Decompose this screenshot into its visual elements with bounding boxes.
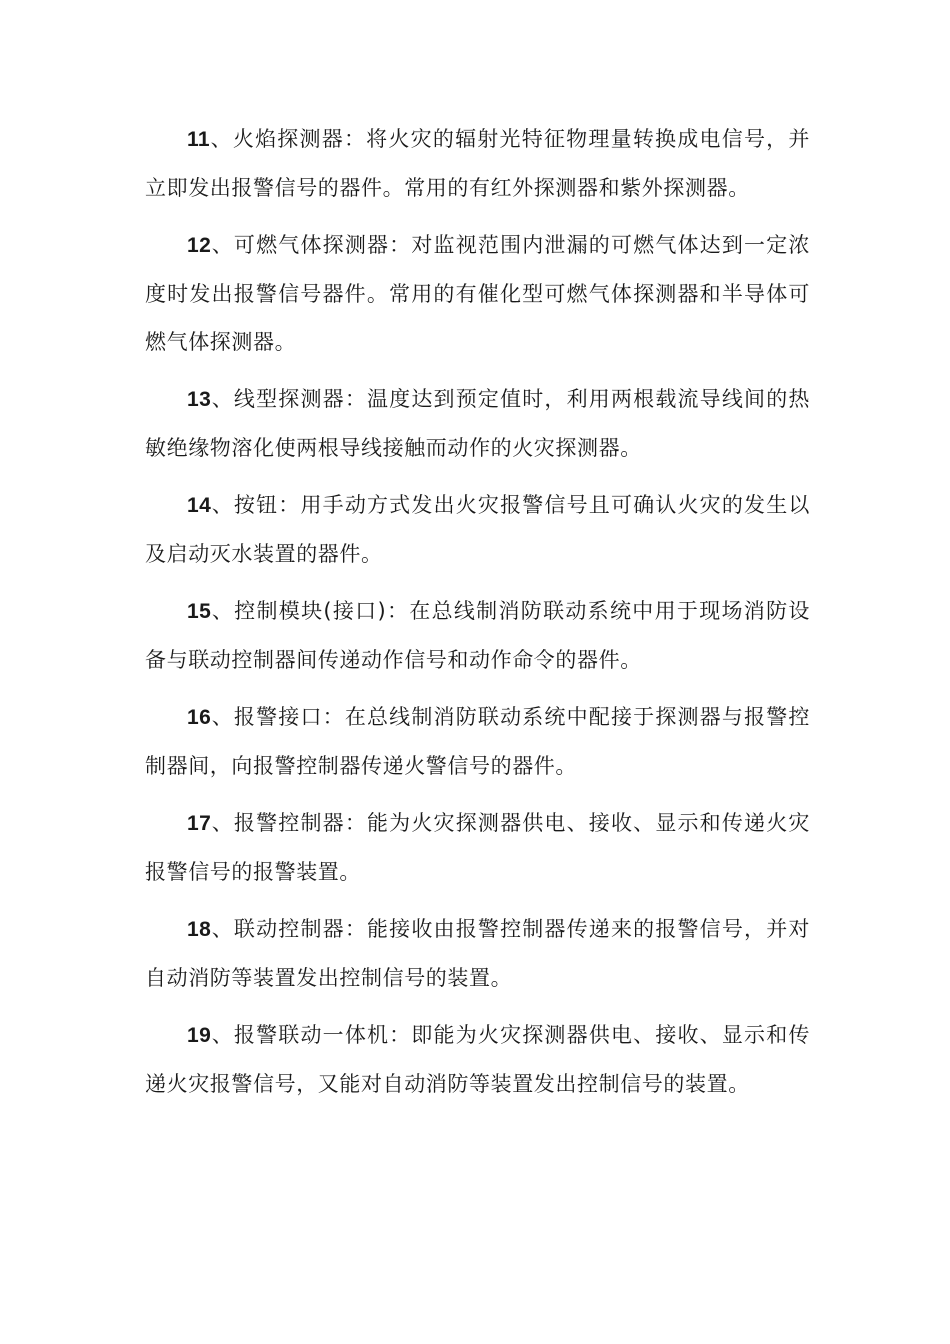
entry-14 (145, 481, 810, 578)
entry-text: 、可燃气体探测器：对监视范围内泄漏的可燃气体达到一定浓度时发出报警信号器件。常用的有催化型可燃气体探测器和半导体可燃气体探测器。 (145, 233, 810, 354)
entry-text: 、报警控制器：能为火灾探测器供电、接收、显示和传递火灾报警信号的报警装置。 (145, 811, 810, 884)
entry-15 (145, 587, 810, 684)
entry-number: 17 (187, 812, 212, 835)
entry-17 (145, 799, 810, 896)
entry-number: 14 (187, 494, 212, 517)
document-body (145, 115, 810, 1117)
entry-text: 、报警接口：在总线制消防联动系统中配接于探测器与报警控制器间，向报警控制器传递火警信号的器件。 (145, 705, 810, 778)
entry-12 (145, 221, 810, 366)
entry-number: 18 (187, 918, 212, 941)
entry-number: 15 (187, 600, 212, 623)
entry-text: 、按钮：用手动方式发出火灾报警信号且可确认火灾的发生以及启动灭水装置的器件。 (145, 493, 810, 566)
entry-text: 、线型探测器：温度达到预定值时，利用两根载流导线间的热敏绝缘物溶化使两根导线接触而动作的火灾探测器。 (145, 387, 810, 460)
entry-text: 、报警联动一体机：即能为火灾探测器供电、接收、显示和传递火灾报警信号，又能对自动消防等装置发出控制信号的装置。 (145, 1023, 810, 1096)
entry-text: 、联动控制器：能接收由报警控制器传递来的报警信号，并对自动消防等装置发出控制信号的装置。 (145, 917, 810, 990)
entry-number: 12 (187, 234, 212, 257)
entry-text: 、火焰探测器：将火灾的辐射光特征物理量转换成电信号，并立即发出报警信号的器件。常用的有红外探测器和紫外探测器。 (145, 127, 810, 200)
entry-number: 13 (187, 388, 212, 411)
entry-text: 、控制模块(接口)：在总线制消防联动系统中用于现场消防设备与联动控制器间传递动作信号和动作命令的器件。 (145, 599, 810, 672)
entry-11 (145, 115, 810, 212)
entry-number: 19 (187, 1024, 212, 1047)
entry-number: 16 (187, 706, 212, 729)
entry-13 (145, 375, 810, 472)
entry-16 (145, 693, 810, 790)
entry-19 (145, 1011, 810, 1108)
entry-number: 11 (187, 128, 210, 151)
entry-18 (145, 905, 810, 1002)
